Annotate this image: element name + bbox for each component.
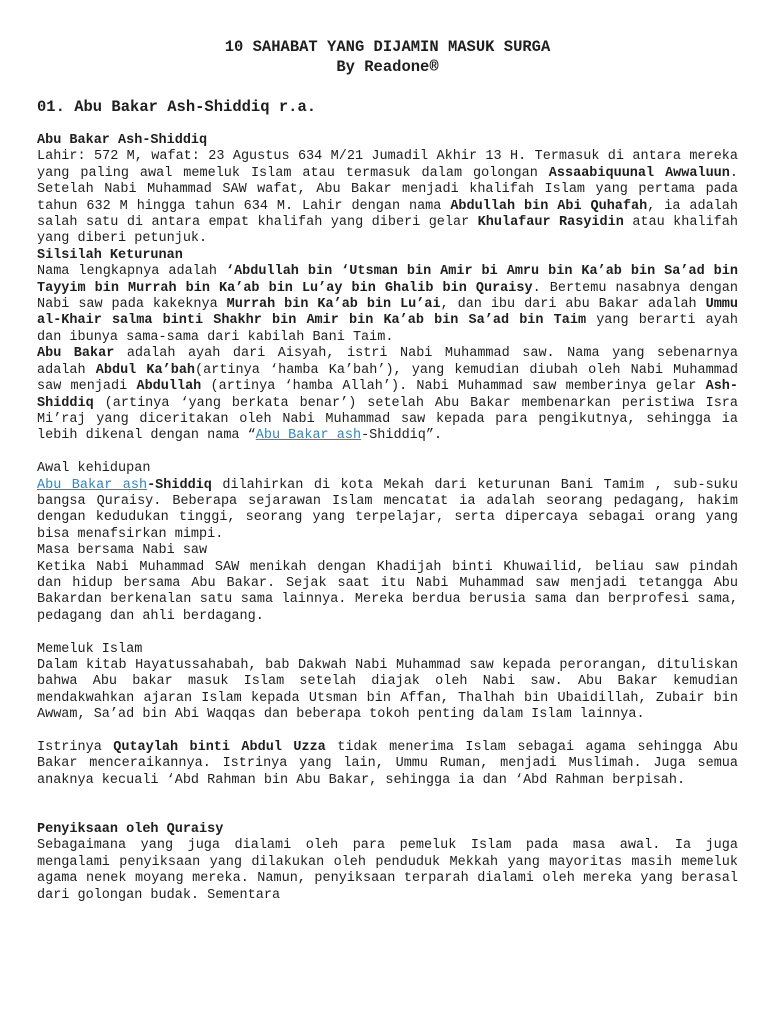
masa-paragraph: Ketika Nabi Muhammad SAW menikah dengan Khadijah binti Khuwailid, beliau saw pindah dan hidup bersama Abu Bakar. Sejak saat itu Nabi Muhammad saw menjadi tetangga Abu Bakardan berkenalan satu sama lainnya. Mereka berdua berusia sama dan berprofesi sama, pedagang dan ahli berdagang. bbox=[37, 559, 738, 624]
awal-paragraph: Abu Bakar ash-Shiddiq dilahirkan di kota Mekah dari keturunan Bani Tamim , sub-suku bangsa Quraisy. Beberapa sejarawan Islam mencatat ia adalah seorang pedagang, hakim dengan kedudukan tinggi, seorang yang terpelajar, serta dipercaya sebagai orang yang bisa menafsirkan mimpi. bbox=[37, 477, 738, 542]
document-title: 10 SAHABAT YANG DIJAMIN MASUK SURGA bbox=[224, 38, 551, 56]
section-heading-silsilah: Silsilah Keturunan bbox=[37, 247, 183, 263]
section-awal bbox=[37, 461, 738, 543]
section-silsilah bbox=[37, 248, 738, 445]
spacer bbox=[37, 724, 738, 740]
spacer bbox=[37, 445, 738, 461]
section-intro bbox=[37, 133, 738, 248]
penyiksaan-paragraph: Sebagaimana yang juga dialami oleh para pemeluk Islam pada masa awal. Ia juga mengalami penyiksaan yang dilakukan oleh penduduk Mekkah yang mayoritas masih memeluk agama nenek moyang mereka. Namun, penyiksaan terparah dialami oleh mereka yang berasal dari golongan budak. Sementara bbox=[37, 838, 738, 903]
section-heading-penyiksaan: Penyiksaan oleh Quraisy bbox=[37, 822, 224, 837]
silsilah-paragraph: Nama lengkapnya adalah ‘Abdullah bin ‘Utsman bin Amir bi Amru bin Ka’ab bin Sa’ad bin Tayyim bin Murrah bin Ka’ab bin Lu’ay bin Ghalib bin Quraisy. Bertemu nasabnya dengan Nabi saw pada kakeknya Murrah bin Ka’ab bin Lu’ai, dan ibu dari abu Bakar adalah Ummu al-Khair salma binti Shakhr bin Amir bin Ka’ab bin Sa’ad bin Taim yang berarti ayah dan ibunya sama-sama dari kabilah Bani Taim. bbox=[37, 264, 738, 345]
section-penyiksaan bbox=[37, 822, 738, 904]
intro-paragraph: Lahir: 572 M, wafat: 23 Agustus 634 M/21 Jumadil Akhir 13 H. Termasuk di antara mereka yang paling awal memeluk Islam atau termasuk dalam golongan Assaabiquunal Awwaluun. Setelah Nabi Muhammad SAW wafat, Abu Bakar menjadi khalifah Islam yang pertama pada tahun 632 M hingga tahun 634 M. Lahir dengan nama Abdullah bin Abi Quhafah, ia adalah salah satu di antara empat khalifah yang diberi gelar Khulafaur Rasyidin atau khalifah yang diberi petunjuk. bbox=[37, 149, 738, 247]
document-byline: By Readone® bbox=[336, 58, 439, 76]
section-heading-masa: Masa bersama Nabi saw bbox=[37, 543, 208, 559]
abu-bakar-link[interactable]: Abu Bakar ash bbox=[255, 428, 362, 444]
chapter-heading: 01. Abu Bakar Ash-Shiddiq r.a. bbox=[37, 98, 317, 116]
abu-bakar-link[interactable]: Abu Bakar ash bbox=[37, 477, 148, 493]
section-heading-intro: Abu Bakar Ash-Shiddiq bbox=[37, 133, 208, 148]
section-heading-awal: Awal kehidupan bbox=[37, 461, 151, 477]
section-memeluk bbox=[37, 642, 738, 724]
istri-paragraph: Istrinya Qutaylah binti Abdul Uzza tidak menerima Islam sebagai agama sehingga Abu Bakar menceraikannya. Istrinya yang lain, Ummu Ruman, menjadi Muslimah. Juga semua anaknya kecuali ‘Abd Rahman bin Abu Bakar, sehingga ia dan ‘Abd Rahman berpisah. bbox=[37, 739, 738, 788]
section-heading-memeluk: Memeluk Islam bbox=[37, 641, 143, 657]
memeluk-paragraph: Dalam kitab Hayatussahabah, bab Dakwah Nabi Muhammad saw kepada perorangan, dituliskan bahwa Abu bakar masuk Islam setelah diajak oleh Nabi saw. Abu Bakar kemudian mendakwahkan ajaran Islam kepada Utsman bin Affan, Thalhah bin Ubaidillah, Zubair bin Awwam, Sa’ad bin Abi Waqqas dan beberapa tokoh penting dalam Islam lainnya. bbox=[37, 657, 738, 723]
section-masa bbox=[37, 543, 738, 625]
spacer bbox=[37, 789, 738, 822]
spacer bbox=[37, 625, 738, 641]
ayah-paragraph: Abu Bakar adalah ayah dari Aisyah, istri Nabi Muhammad saw. Nama yang sebenarnya adalah Abdul Ka’bah(artinya ‘hamba Ka’bah’), yang kemudian diubah oleh Nabi Muhammad saw menjadi Abdullah (artinya ‘hamba Allah’). Nabi Muhammad saw memberinya gelar Ash-Shiddiq (artinya ‘yang berkata benar’) setelah Abu Bakar membenarkan peristiwa Isra Mi’raj yang diceritakan oleh Nabi Muhammad saw kepada para pengikutnya, sehingga ia lebih dikenal dengan nama “Abu Bakar ash-Shiddiq”. bbox=[37, 346, 738, 444]
